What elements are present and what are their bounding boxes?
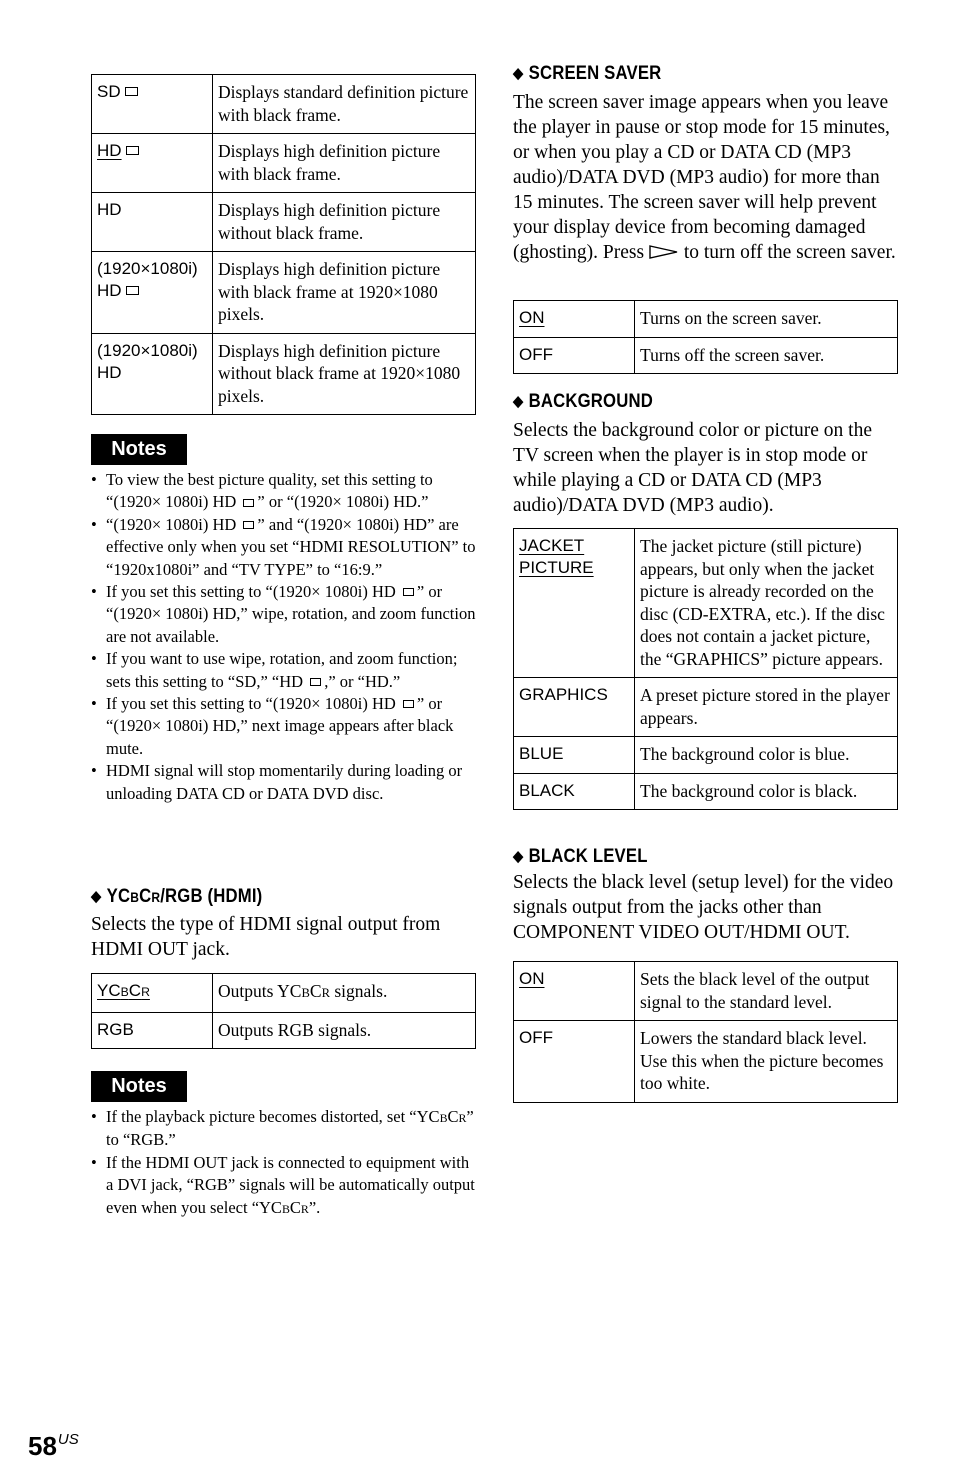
table-row (92, 134, 476, 193)
option-key: (1920×1080i) HD (92, 252, 213, 334)
list-item: • If you want to use wipe, rotation, and zoom function; sets this setting to “SD,” “HD ,” or “HD.” (91, 648, 476, 693)
notes-badge: Notes (91, 434, 187, 465)
option-desc: Outputs YCBCR signals. (213, 974, 476, 1013)
section-desc: Selects the type of HDMI signal output from HDMI OUT jack. (91, 914, 441, 960)
option-key: HD (92, 193, 213, 252)
option-key: GRAPHICS (514, 678, 635, 737)
option-desc: Turns on the screen saver. (635, 301, 898, 338)
option-key: BLACK (514, 773, 635, 810)
notes-list (91, 1106, 476, 1220)
list-item: • If the HDMI OUT jack is connected to equipment with a DVI jack, “RGB” signals will be automatically output even when you select “YCBCR”. (91, 1152, 476, 1220)
table-row (514, 1021, 898, 1103)
option-key: HD (92, 134, 213, 193)
table-row (92, 333, 476, 415)
list-item: • If the playback picture becomes distorted, set “YCBCR” to “RGB.” (91, 1106, 476, 1152)
table-row (514, 773, 898, 810)
option-desc: The jacket picture (still picture) appears, but only when the jacket picture is already recorded on the disc (CD-EXTRA, etc.). If the disc does not contain a jacket picture, the “GRAPHICS” picture appears. (635, 529, 898, 678)
frame-icon (126, 146, 139, 155)
option-key: OFF (514, 1021, 635, 1103)
section-heading-black-level: ◆ BLACK LEVEL (513, 846, 648, 867)
diamond-icon: ◆ (513, 393, 524, 410)
list-item: • If you set this setting to “(1920× 1080i) HD ” or “(1920× 1080i) HD,” wipe, rotation, and zoom function are not available. (91, 581, 476, 648)
section-desc: The screen saver image appears when you leave the player in pause or stop mode for 15 minutes, or when you play a CD or DATA CD (MP3 audio)/DATA DVD (MP3 audio) for more than 15 minutes. The screen saver will help prevent your display device from becoming damaged (ghosting). Press to turn off the screen saver. (513, 92, 896, 263)
table-row (92, 974, 476, 1013)
option-key: BLUE (514, 737, 635, 774)
page-number: $58^{US}$ (28, 1431, 79, 1461)
option-desc: Displays standard definition picture with black frame. (213, 75, 476, 134)
list-item: • If you set this setting to “(1920× 1080i) HD ” or “(1920× 1080i) HD,” next image appears after black mute. (91, 693, 476, 760)
frame-icon (403, 700, 414, 708)
play-icon (649, 245, 679, 259)
option-key: JACKET PICTURE (514, 529, 635, 678)
option-key: RGB (92, 1012, 213, 1049)
resolution-table (91, 74, 476, 415)
option-key: YCBCR (92, 974, 213, 1013)
table-row (92, 252, 476, 334)
option-desc: Displays high definition picture without black frame at 1920×1080 pixels. (213, 333, 476, 415)
section-desc: Selects the black level (setup level) for the video signals output from the jacks other than COMPONENT VIDEO OUT/HDMI OUT. (513, 872, 894, 943)
option-desc: The background color is black. (635, 773, 898, 810)
table-row (514, 301, 898, 338)
table-row (514, 678, 898, 737)
table-row (92, 75, 476, 134)
table-row (514, 962, 898, 1021)
ycbcr-table (91, 973, 476, 1049)
table-row (92, 193, 476, 252)
table-row (514, 337, 898, 374)
notes-list (91, 469, 476, 805)
option-desc: The background color is blue. (635, 737, 898, 774)
diamond-icon: ◆ (513, 65, 524, 82)
option-desc: A preset picture stored in the player appears. (635, 678, 898, 737)
option-desc: Turns off the screen saver. (635, 337, 898, 374)
frame-icon (310, 678, 321, 686)
option-key: ON (514, 962, 635, 1021)
list-item: • HDMI signal will stop momentarily during loading or unloading DATA CD or DATA DVD disc. (91, 760, 476, 805)
list-item: • To view the best picture quality, set this setting to “(1920× 1080i) HD ” or “(1920× 1080i) HD.” (91, 469, 476, 514)
section-heading-screen-saver: ◆ SCREEN SAVER (513, 63, 662, 84)
frame-icon (403, 588, 414, 596)
section-heading-background: ◆ BACKGROUND (513, 391, 653, 412)
option-desc: Outputs RGB signals. (213, 1012, 476, 1049)
frame-icon (243, 499, 254, 507)
option-desc: Displays high definition picture without black frame. (213, 193, 476, 252)
option-key: (1920×1080i) HD (92, 333, 213, 415)
frame-icon (125, 87, 138, 96)
option-desc: Sets the black level of the output signal to the standard level. (635, 962, 898, 1021)
black-level-table (513, 961, 898, 1103)
section-desc: Selects the background color or picture on the TV screen when the player is in stop mode or while playing a CD or DATA CD (MP3 audio)/DATA DVD (MP3 audio). (513, 420, 873, 516)
notes-badge: Notes (91, 1071, 187, 1102)
diamond-icon: ◆ (91, 888, 102, 905)
background-table (513, 528, 898, 810)
frame-icon (126, 286, 139, 295)
frame-icon (243, 521, 254, 529)
section-heading-ycbcr: ◆ YCBCR/RGB (HDMI) (91, 886, 263, 907)
list-item: • “(1920× 1080i) HD ” and “(1920× 1080i) HD” are effective only when you set “HDMI RESOLUTION” to “1920x1080i” and “TV TYPE” to “16:9.” (91, 514, 476, 581)
option-key: OFF (514, 337, 635, 374)
option-key: SD (92, 75, 213, 134)
screen-saver-table (513, 300, 898, 374)
table-row (514, 737, 898, 774)
option-desc: Lowers the standard black level. Use this when the picture becomes too white. (635, 1021, 898, 1103)
option-desc: Displays high definition picture with black frame at 1920×1080 pixels. (213, 252, 476, 334)
table-row (514, 529, 898, 678)
table-row (92, 1012, 476, 1049)
diamond-icon: ◆ (513, 848, 524, 865)
option-desc: Displays high definition picture with black frame. (213, 134, 476, 193)
option-key: ON (514, 301, 635, 338)
